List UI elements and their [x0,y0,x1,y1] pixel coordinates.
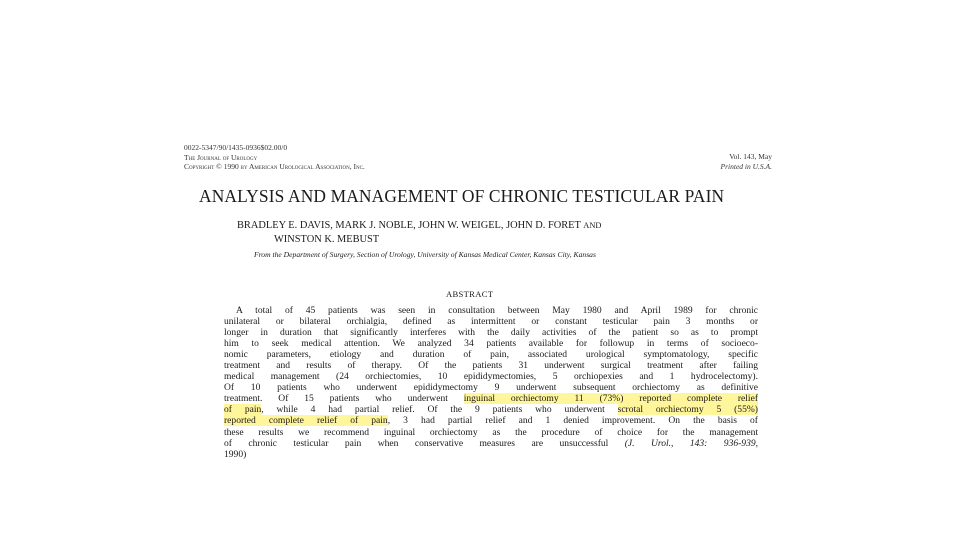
abstract-line: unilateral or bilateral orchialgia, defined as intermittent or constant testicular pain 3 months or [224,316,758,328]
abstract-line: nomic parameters, etiology and duration of pain, associated urological symptomatology, specific [224,349,758,361]
authors-and: AND [583,221,602,230]
abstract-line: A total of 45 patients was seen in consultation between May 1980 and April 1989 for chronic [236,305,758,316]
abstract-line: Of 10 patients who underwent epididymectomy 9 underwent subsequent orchiectomy as definitive [224,382,758,394]
abstract-body [224,305,758,460]
abstract-line [224,393,758,404]
citation: (J. Urol., 143: 936-939, [624,437,758,449]
abstract-line: 1990) [224,448,247,460]
abstract-text: treatment. Of 15 patients who underwent [224,393,464,405]
journal-name: The Journal of Urology [184,152,258,162]
authors-line-1: BRADLEY E. DAVIS, MARK J. NOBLE, JOHN W. WEIGEL, JOHN D. FORET [237,220,581,231]
highlight-inguinal-result-cont: of pain [224,404,262,416]
abstract-line: these results we recommend inguinal orchiectomy as the procedure of choice for the management [224,426,758,438]
journal-header-right [690,152,772,171]
journal-code: 0022-5347/90/1435-0936$02.00/0 [184,143,288,152]
abstract-line: medical management (24 orchiectomies, 10 epididymectomies, 5 orchiopexies and 1 hydrocelectomy). [224,371,758,383]
abstract-heading: ABSTRACT [446,289,494,299]
journal-volume: Vol. 143, May [729,152,772,161]
highlight-scrotal-result: scrotal orchiectomy 5 (55%) [617,404,758,416]
abstract-line [224,415,758,426]
highlight-scrotal-result-cont: reported complete relief of pain [224,415,388,427]
abstract-line [224,438,758,449]
abstract-text: , while 4 had partial relief. Of the 9 patients who underwent [261,404,618,416]
highlight-inguinal-result: inguinal orchiectomy 11 (73%) reported complete relief [463,393,758,405]
authors-line-2: WINSTON K. MEBUST [274,233,380,245]
journal-printed: Printed in U.S.A. [720,161,772,171]
abstract-line: him to seek medical attention. We analyzed 34 patients available for followup in terms of socioeco- [224,338,758,350]
abstract-line [224,404,758,415]
abstract-text: of chronic testicular pain when conservative measures are unsuccessful [224,437,625,449]
journal-copyright: Copyright © 1990 by American Urological Association, Inc. [184,162,365,171]
article-affiliation: From the Department of Surgery, Section of Urology, University of Kansas Medical Center, Kansas City, Kansas [254,250,596,259]
abstract-line: treatment and results of therapy. Of the patients 31 underwent surgical treatment after failing [224,360,758,372]
abstract-line: longer in duration that significantly interferes with the daily activities of the patient so as to prompt [224,327,758,339]
journal-header-left [184,143,365,172]
article-title: ANALYSIS AND MANAGEMENT OF CHRONIC TESTICULAR PAIN [199,186,725,206]
article-authors [237,219,737,246]
abstract-text: , 3 had partial relief and 1 denied improvement. On the basis of [387,415,758,427]
